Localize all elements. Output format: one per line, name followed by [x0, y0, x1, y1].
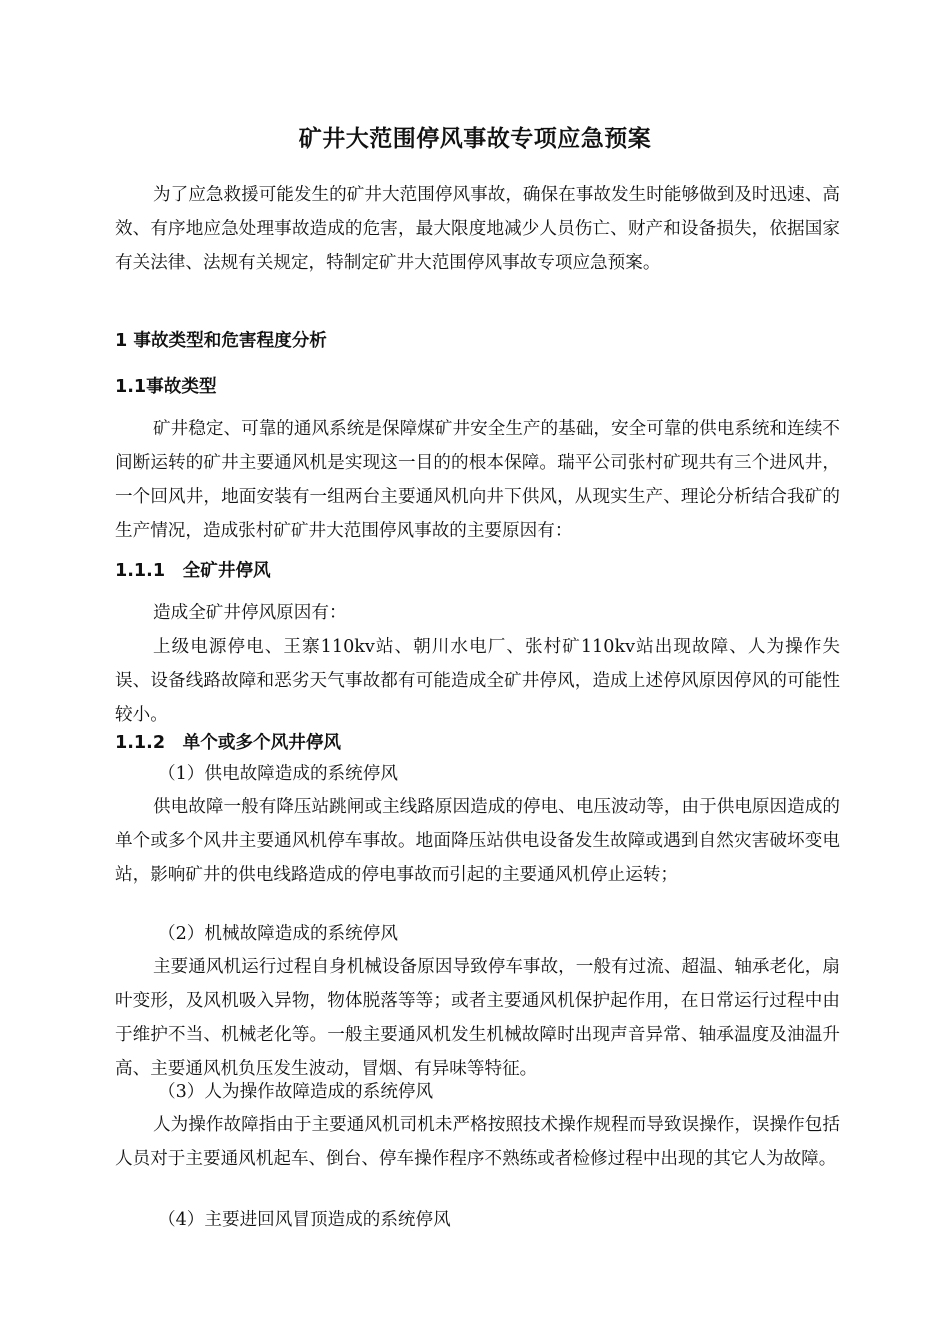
item-3-paragraph: 人为操作故障指由于主要通风机司机未严格按照技术操作规程而导致误操作，误操作包括人员对于主要通风机起车、倒台、停车操作程序不熟练或者检修过程中出现的其它人为故障。	[115, 1115, 840, 1169]
item-1-title: （1）供电故障造成的系统停风	[158, 764, 398, 784]
section-heading-1-1-2: 1.1.2 单个或多个风井停风	[115, 733, 342, 753]
item-3-title: （3）人为操作故障造成的系统停风	[158, 1082, 434, 1102]
section-heading-1: 1 事故类型和危害程度分析	[115, 331, 327, 351]
item-2-title: （2）机械故障造成的系统停风	[158, 924, 398, 944]
intro-paragraph: 为了应急救援可能发生的矿井大范围停风事故，确保在事故发生时能够做到及时迅速、高效、有序地应急处理事故造成的危害，最大限度地减少人员伤亡、财产和设备损失，依据国家有关法律、法规有关规定，特制定矿井大范围停风事故专项应急预案。	[115, 185, 840, 273]
item-4-title: （4）主要进回风冒顶造成的系统停风	[158, 1210, 451, 1230]
section-1-1-1-paragraph: 上级电源停电、王寨110kv站、朝川水电厂、张村矿110kv站出现故障、人为操作失误、设备线路故障和恶劣天气事故都有可能造成全矿井停风，造成上述停风原因停风的可能性较小。	[115, 637, 840, 725]
section-heading-1-1-1: 1.1.1 全矿井停风	[115, 561, 271, 581]
item-2-paragraph: 主要通风机运行过程自身机械设备原因导致停车事故，一般有过流、超温、轴承老化，扇叶变形，及风机吸入异物，物体脱落等等；或者主要通风机保护起作用，在日常运行过程中由于维护不当、机械老化等。一般主要通风机发生机械故障时出现声音异常、轴承温度及油温升高、主要通风机负压发生波动，冒烟、有异味等特征。	[115, 957, 840, 1079]
section-1-1-1-lead: 造成全矿井停风原因有：	[153, 603, 347, 623]
item-1-paragraph: 供电故障一般有降压站跳闸或主线路原因造成的停电、电压波动等，由于供电原因造成的单个或多个风井主要通风机停车事故。地面降压站供电设备发生故障或遇到自然灾害破坏变电站，影响矿井的供电线路造成的停电事故而引起的主要通风机停止运转；	[115, 797, 840, 885]
section-1-1-paragraph: 矿井稳定、可靠的通风系统是保障煤矿井安全生产的基础，安全可靠的供电系统和连续不间断运转的矿井主要通风机是实现这一目的的根本保障。瑞平公司张村矿现共有三个进风井，一个回风井，地面安装有一组两台主要通风机向井下供风，从现实生产、理论分析结合我矿的生产情况，造成张村矿矿井大范围停风事故的主要原因有：	[115, 419, 840, 541]
section-heading-1-1: 1.1事故类型	[115, 377, 217, 397]
document-title: 矿井大范围停风事故专项应急预案	[298, 126, 652, 152]
